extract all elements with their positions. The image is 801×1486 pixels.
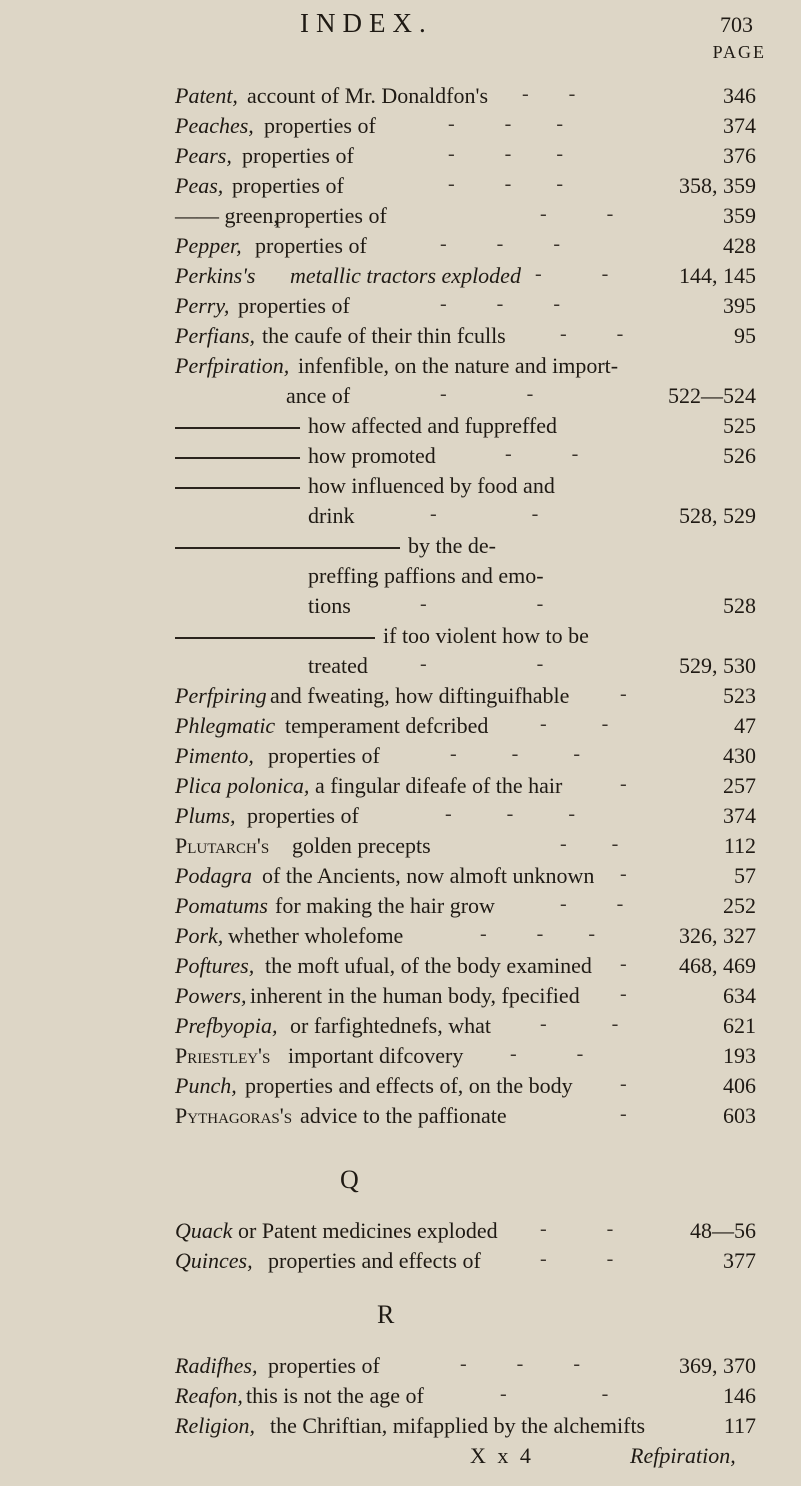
entry-text: how affected and fuppreffed — [308, 413, 558, 438]
entry-term: Perfpiration, — [175, 353, 290, 378]
signature-mark: X x 4 — [470, 1443, 534, 1468]
entry-page: 95 — [734, 323, 756, 348]
entry-page: 257 — [723, 773, 756, 798]
section-letter-r: R — [377, 1300, 395, 1329]
entry-page: 406 — [723, 1073, 756, 1098]
entry-page: 48—56 — [690, 1218, 756, 1243]
entry-text: inherent in the human body, fpecified — [250, 983, 580, 1008]
entry-term: —— green, — [175, 203, 279, 228]
entry-text: properties of — [268, 743, 380, 768]
index-entry: Punch, properties and effects of, on the body - 406 — [175, 1073, 756, 1098]
entry-page: 358, 359 — [679, 173, 756, 198]
entry-term: Patent, — [175, 83, 238, 108]
entry-term: Quack — [175, 1218, 233, 1243]
entry-text: ance of — [286, 383, 351, 408]
entry-text: if too violent how to be — [383, 623, 589, 648]
index-entry: Perfians, the caufe of their thin fculls - - 95 — [175, 323, 756, 348]
index-entry: Priestley's important difcovery - - 193 — [175, 1043, 756, 1068]
index-entry: Prefbyopia, or farfightednefs, what - - 621 — [175, 1013, 756, 1038]
catchword: Refpiration, — [630, 1443, 736, 1468]
entry-page: 193 — [723, 1043, 756, 1068]
index-entry: Radifhes, properties of - - - 369, 370 — [175, 1353, 756, 1378]
entry-text: golden precepts — [292, 833, 431, 858]
index-entry: Peaches, properties of - - - 374 — [175, 113, 756, 138]
entry-term: Punch, — [175, 1073, 237, 1098]
entry-text: for making the hair grow — [275, 893, 495, 918]
entry-page: 376 — [723, 143, 756, 168]
entry-page: 523 — [723, 683, 756, 708]
entry-text: a fingular difeafe of the hair — [315, 773, 563, 798]
entry-term: Pythagoras's — [175, 1103, 293, 1128]
ditto-dash — [175, 547, 400, 549]
entry-text: the moft ufual, of the body examined — [265, 953, 592, 978]
entry-page: 468, 469 — [679, 953, 756, 978]
entry-text: important difcovery — [288, 1043, 464, 1068]
ditto-dash — [175, 457, 300, 459]
entry-term: Pomatums — [175, 893, 268, 918]
entry-text: properties of — [268, 1353, 380, 1378]
index-entry — [0, 473, 801, 503]
entry-term: Powers, — [175, 983, 247, 1008]
entry-page: 621 — [723, 1013, 756, 1038]
index-entry: Plutarch's golden precepts - - 112 — [175, 833, 756, 858]
entry-term: Perfpiring — [175, 683, 267, 708]
index-entry — [0, 353, 801, 383]
entry-text: properties and effects of — [268, 1248, 481, 1273]
entry-page: 326, 327 — [679, 923, 756, 948]
entry-page: 144, 145 — [679, 263, 756, 288]
index-entry: Perkins's metallic tractors exploded - - 144, 145 — [175, 263, 756, 288]
index-entry — [0, 623, 801, 653]
index-entry: Reafon, this is not the age of - - 146 — [175, 1383, 756, 1408]
index-entry: Patent, account of Mr. Donaldfon's - - 346 — [175, 83, 756, 108]
index-entry: Pimento, properties of - - - 430 — [175, 743, 756, 768]
index-entry: Plica polonica, a fingular difeafe of the hair - 257 — [175, 773, 756, 798]
index-entry: Peas, properties of - - - 358, 359 — [175, 173, 756, 198]
entry-page: 359 — [723, 203, 756, 228]
entry-page: 57 — [734, 863, 756, 888]
entry-text: how influenced by food and — [308, 473, 555, 498]
entry-text: and fweating, how diftinguifhable — [270, 683, 570, 708]
entry-page: 377 — [723, 1248, 756, 1273]
entry-term: Pork, — [175, 923, 224, 948]
entry-term: Pepper, — [175, 233, 242, 258]
entry-text: properties of — [264, 113, 376, 138]
entry-text: or farfightednefs, what — [290, 1013, 491, 1038]
entry-page: 634 — [723, 983, 756, 1008]
index-entry: treated - - 529, 530 — [308, 653, 756, 678]
index-entry: Pears, properties of - - - 376 — [175, 143, 756, 168]
entry-text: properties of — [247, 803, 359, 828]
entry-text: tions — [308, 593, 351, 618]
index-entry: tions - - 528 — [308, 593, 756, 618]
index-entry: ance of - - 522—524 — [286, 383, 756, 408]
entry-text: properties of — [238, 293, 350, 318]
entry-term: Priestley's — [175, 1043, 271, 1068]
index-entry: —— green, properties of - - 359 — [175, 203, 756, 228]
entry-text: whether wholefome — [228, 923, 404, 948]
index-entry: Plums, properties of - - - 374 — [175, 803, 756, 828]
index-entry: Pythagoras's advice to the paffionate - 603 — [175, 1103, 756, 1128]
entry-page: 47 — [734, 713, 756, 738]
entry-term: Perfians, — [175, 323, 256, 348]
entry-page: 428 — [723, 233, 756, 258]
entry-text: account of Mr. Donaldfon's — [247, 83, 489, 108]
index-entry: Powers, inherent in the human body, fpecified - 634 — [175, 983, 756, 1008]
entry-page: 252 — [723, 893, 756, 918]
entry-text: properties and effects of, on the body — [245, 1073, 573, 1098]
entry-page: 430 — [723, 743, 756, 768]
index-entry: Perfpiring and fweating, how diftinguifhable - 523 — [175, 683, 756, 708]
entry-page: 369, 370 — [679, 1353, 756, 1378]
entry-term: Podagra — [175, 863, 252, 888]
entry-text: this is not the age of — [246, 1383, 424, 1408]
entry-page: 112 — [723, 833, 756, 858]
entry-page: 522—524 — [668, 383, 756, 408]
entry-term: Quinces, — [175, 1248, 253, 1273]
ditto-dash — [175, 427, 300, 429]
index-entry: Perry, properties of - - - 395 — [175, 293, 756, 318]
index-entry: Pork, whether wholefome - - - 326, 327 — [175, 923, 756, 948]
entry-text: drink — [308, 503, 355, 528]
entry-text: advice to the paffionate — [300, 1103, 507, 1128]
index-entry: Pepper, properties of - - - 428 — [175, 233, 756, 258]
entry-term: Peas, — [175, 173, 224, 198]
entry-text: of the Ancients, now almoft unknown — [262, 863, 595, 888]
entry-text: properties of — [275, 203, 387, 228]
entry-text: properties of — [242, 143, 354, 168]
entry-text: properties of — [232, 173, 344, 198]
index-entry: Poftures, the moft ufual, of the body examined - 468, 469 — [175, 953, 756, 978]
entry-term: Reafon, — [175, 1383, 243, 1408]
entry-page: 395 — [723, 293, 756, 318]
index-entry: Quack or Patent medicines exploded - - 48—56 — [175, 1218, 756, 1243]
entry-term: Poftures, — [175, 953, 255, 978]
entry-text: infenfible, on the nature and import- — [298, 353, 619, 378]
index-entry — [0, 563, 801, 593]
index-entry — [0, 1413, 801, 1443]
entry-page: 525 — [723, 413, 756, 438]
entry-term: Plutarch's — [175, 833, 270, 858]
entry-text: the caufe of their thin fculls — [262, 323, 506, 348]
entry-term: Plums, — [175, 803, 236, 828]
ditto-dash — [175, 637, 375, 639]
index-entry: drink - - 528, 529 — [308, 503, 756, 528]
entry-term: Pimento, — [175, 743, 254, 768]
entry-page: 526 — [723, 443, 756, 468]
index-entry: Pomatums for making the hair grow - - 252 — [175, 893, 756, 918]
page-title: INDEX. — [300, 8, 433, 38]
entry-text: the Chriftian, mifapplied by the alchemifts — [270, 1413, 646, 1438]
entry-text: properties of — [255, 233, 367, 258]
entry-term: Peaches, — [175, 113, 254, 138]
section-letter-q: Q — [340, 1165, 359, 1194]
index-entry: Podagra of the Ancients, now almoft unknown - 57 — [175, 863, 756, 888]
entry-term: Pears, — [175, 143, 232, 168]
page-header — [0, 6, 801, 40]
entry-page: 529, 530 — [679, 653, 756, 678]
index-entry — [0, 533, 801, 563]
entry-text: by the de- — [408, 533, 496, 558]
entry-page: 374 — [723, 803, 756, 828]
entry-term: Religion, — [175, 1413, 256, 1438]
entry-term: Phlegmatic — [175, 713, 276, 738]
index-entry — [0, 413, 801, 443]
entry-term: Radifhes, — [175, 1353, 258, 1378]
entry-text: or Patent medicines exploded — [238, 1218, 498, 1243]
entry-page: 117 — [723, 1413, 756, 1438]
entry-text: treated — [308, 653, 368, 678]
entry-term: Prefbyopia, — [175, 1013, 278, 1038]
entry-page: 603 — [723, 1103, 756, 1128]
page-column-label: PAGE — [712, 42, 766, 62]
entry-text: preffing paffions and emo- — [308, 563, 544, 588]
entry-page: 528 — [723, 593, 756, 618]
index-entry: Phlegmatic temperament defcribed - - 47 — [175, 713, 756, 738]
entry-text: temperament defcribed — [285, 713, 489, 738]
index-entry: Quinces, properties and effects of - - 377 — [175, 1248, 756, 1273]
index-entry: how promoted - - 526 — [0, 443, 801, 473]
entry-page: 146 — [723, 1383, 756, 1408]
entry-page: 528, 529 — [679, 503, 756, 528]
entry-page: 346 — [723, 83, 756, 108]
entry-term: Plica polonica, — [175, 773, 310, 798]
entry-text: metallic tractors exploded — [290, 263, 521, 288]
ditto-dash — [175, 487, 300, 489]
entry-page: 374 — [723, 113, 756, 138]
page-number: 703 — [720, 12, 753, 37]
entry-term: Perkins's — [175, 263, 256, 288]
entry-term: Perry, — [175, 293, 230, 318]
entry-text: how promoted — [308, 443, 436, 468]
